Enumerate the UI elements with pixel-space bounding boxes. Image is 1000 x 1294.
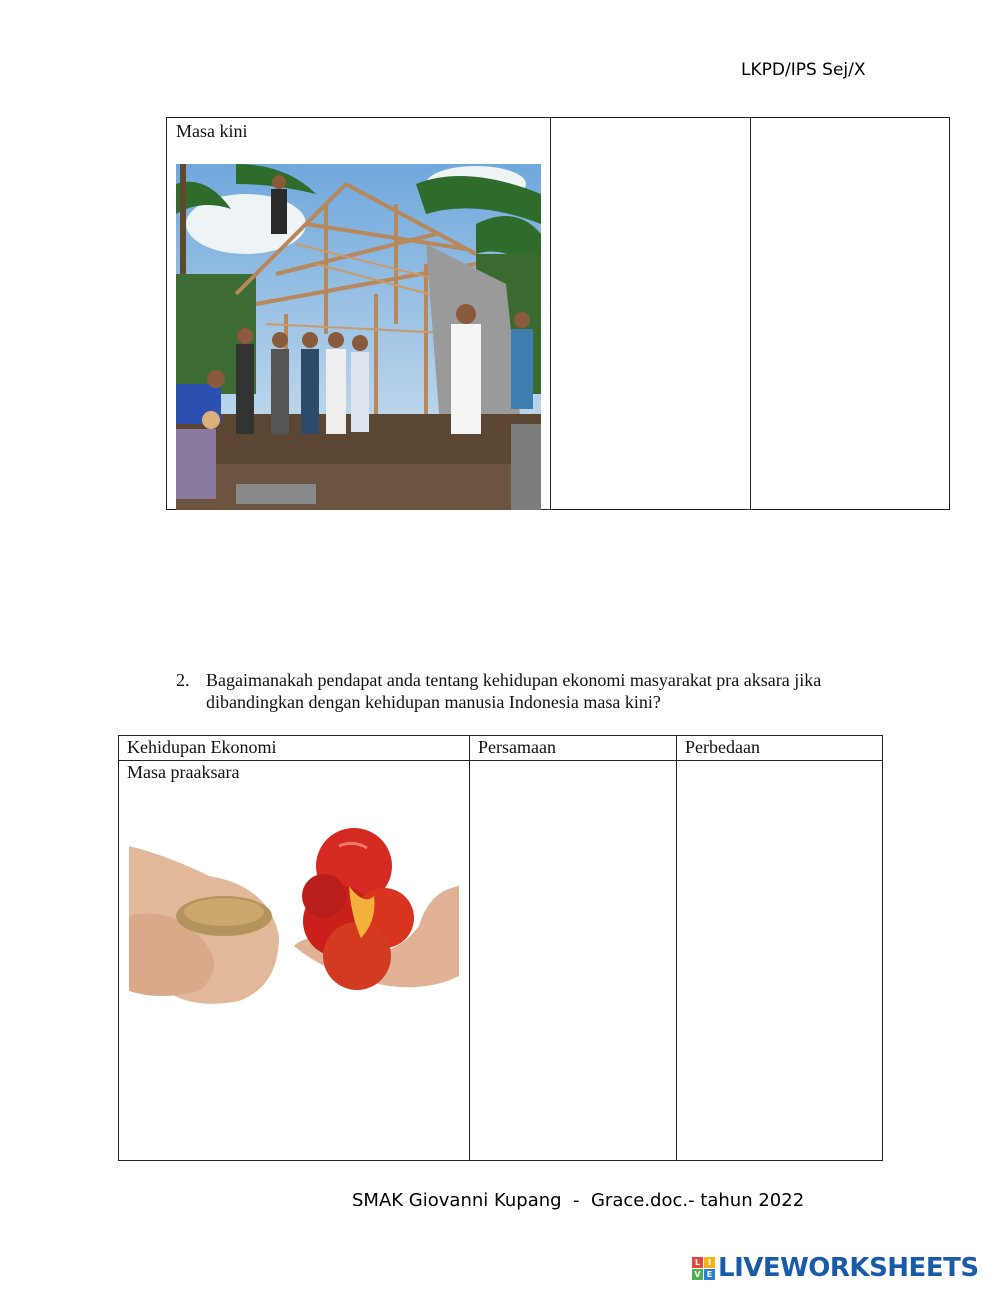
table1-cell-similarity[interactable] <box>550 118 751 509</box>
comparison-table-2 <box>118 735 883 1161</box>
header-kehidupan-ekonomi: Kehidupan Ekonomi <box>127 737 277 757</box>
logo-letter: E <box>704 1269 715 1280</box>
logo-letter: I <box>704 1257 715 1268</box>
liveworksheets-wordmark: LIVEWORKSHEETS <box>718 1253 979 1283</box>
question-text: Bagaimanakah pendapat anda tentang kehidupan ekonomi masyarakat pra aksara jika dibandingkan dengan kehidupan manusia Indonesia masa kini? <box>206 670 822 712</box>
header-code: LKPD/IPS Sej/X <box>741 60 866 80</box>
logo-letter: L <box>692 1257 703 1268</box>
table2-cell-perbedaan[interactable] <box>677 761 882 1160</box>
logo-letter: V <box>692 1269 703 1280</box>
header-persamaan: Persamaan <box>478 737 556 757</box>
question-number: 2. <box>176 670 190 690</box>
liveworksheets-logo <box>692 1253 979 1283</box>
header-perbedaan: Perbedaan <box>685 737 760 757</box>
grain-fruit-photo <box>129 826 459 1022</box>
table2-cell-persamaan[interactable] <box>470 761 676 1160</box>
footer-text: SMAK Giovanni Kupang - Grace.doc.- tahun 2022 <box>352 1190 805 1211</box>
liveworksheets-logo-icon <box>692 1257 715 1280</box>
comparison-table-1 <box>166 117 950 510</box>
table2-row-label: Masa praaksara <box>127 762 240 782</box>
table1-row-label: Masa kini <box>176 121 248 141</box>
table1-cell-description <box>167 118 551 509</box>
construction-photo <box>176 164 541 510</box>
